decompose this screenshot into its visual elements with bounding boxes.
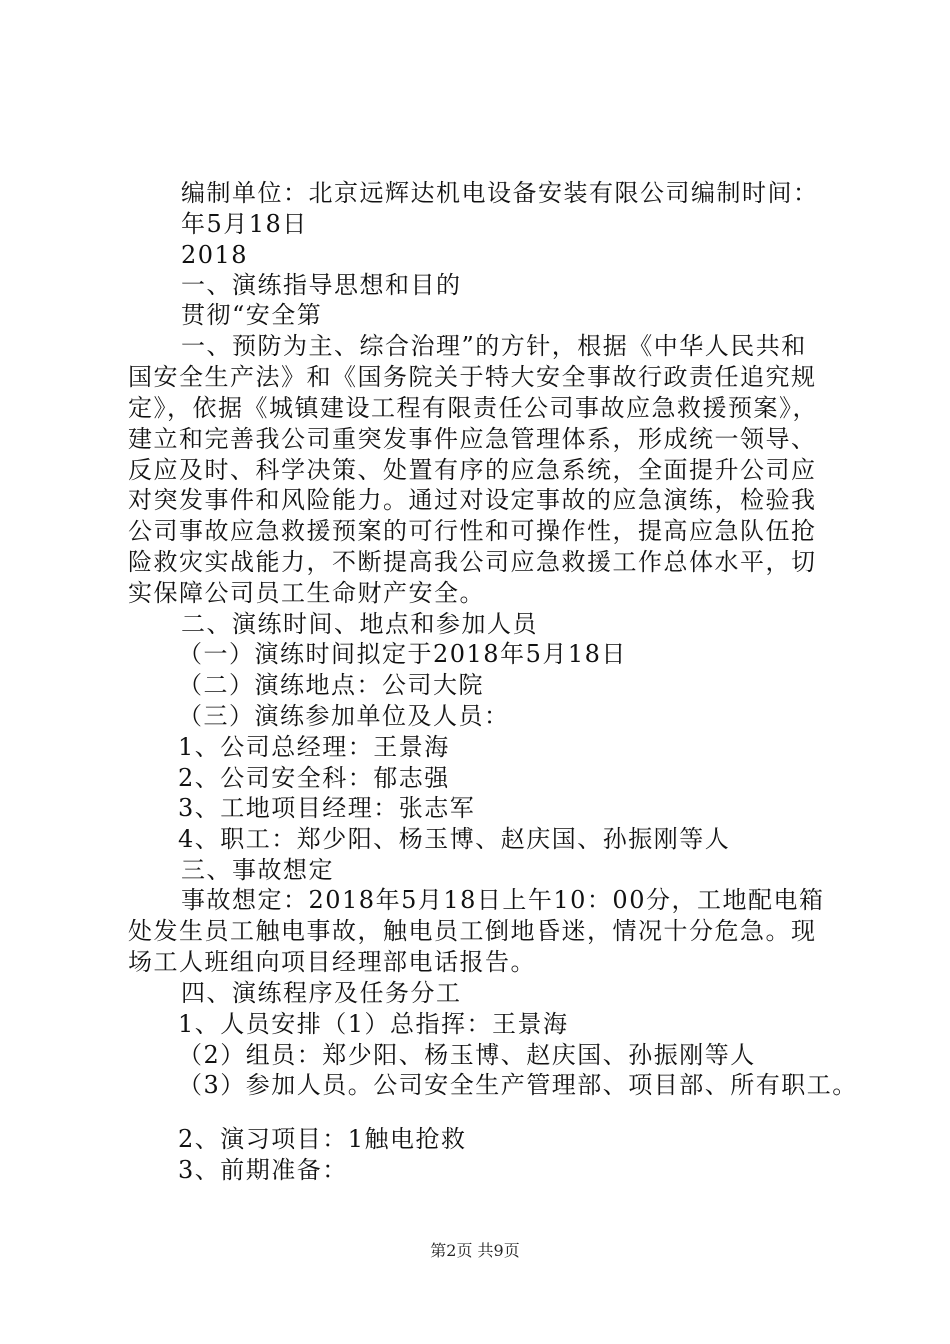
task-line-3: （3）参加人员。公司安全生产管理部、项目部、所有职工。 [178, 1071, 858, 1099]
paragraph-line-2: 国安全生产法》和《国务院关于特大安全事故行政责任追究规 [128, 363, 817, 391]
participant-2: 2、公司安全科：郁志强 [178, 764, 450, 792]
paragraph-line-6: 对突发事件和风险能力。通过对设定事故的应急演练，检验我 [128, 486, 817, 514]
section-heading-1: 一、演练指导思想和目的 [181, 271, 462, 299]
section-heading-4: 四、演练程序及任务分工 [181, 979, 462, 1007]
paragraph-line-4: 建立和完善我公司重突发事件应急管理体系，形成统一领导、 [128, 425, 817, 453]
section-heading-2: 二、演练时间、地点和参加人员 [181, 610, 538, 638]
task-line-1: 1、人员安排（1）总指挥：王景海 [178, 1010, 569, 1038]
participant-3: 3、工地项目经理：张志军 [178, 794, 476, 822]
list-item-participants: （三）演练参加单位及人员： [178, 702, 510, 730]
text-line-2: 年5月18日 [181, 210, 308, 238]
participant-4: 4、职工：郑少阳、杨玉博、赵庆国、孙振刚等人 [178, 825, 731, 853]
text-line-3: 2018 [181, 241, 249, 269]
task-line-2: （2）组员：郑少阳、杨玉博、赵庆国、孙振刚等人 [178, 1041, 756, 1069]
page-number-footer: 第2页 共9页 [430, 1241, 520, 1260]
paragraph-line-9: 实保障公司员工生命财产安全。 [128, 579, 485, 607]
section-heading-3: 三、事故想定 [181, 856, 334, 884]
text-line-5: 贯彻“安全第 [181, 301, 323, 329]
list-item-location: （二）演练地点：公司大院 [178, 671, 484, 699]
list-item-time: （一）演练时间拟定于2018年5月18日 [178, 640, 627, 668]
paragraph-line-1: 一、预防为主、综合治理”的方针，根据《中华人民共和 [181, 332, 807, 360]
scenario-line-2: 处发生员工触电事故，触电员工倒地昏迷，情况十分危急。现 [128, 917, 817, 945]
paragraph-line-8: 险救灾实战能力，不断提高我公司应急救援工作总体水平，切 [128, 548, 817, 576]
participant-1: 1、公司总经理：王景海 [178, 733, 450, 761]
task-line-4: 2、演习项目：1触电抢救 [178, 1125, 467, 1153]
scenario-line-3: 场工人班组向项目经理部电话报告。 [128, 948, 536, 976]
scenario-line-1: 事故想定：2018年5月18日上午10：00分，工地配电箱 [181, 886, 825, 914]
paragraph-line-7: 公司事故应急救援预案的可行性和可操作性，提高应急队伍抢 [128, 517, 817, 545]
paragraph-line-3: 定》，依据《城镇建设工程有限责任公司事故应急救援预案》， [128, 394, 818, 422]
text-line-1: 编制单位：北京远辉达机电设备安装有限公司编制时间： [181, 179, 819, 207]
task-line-5: 3、前期准备： [178, 1156, 348, 1184]
paragraph-line-5: 反应及时、科学决策、处置有序的应急系统，全面提升公司应 [128, 456, 817, 484]
